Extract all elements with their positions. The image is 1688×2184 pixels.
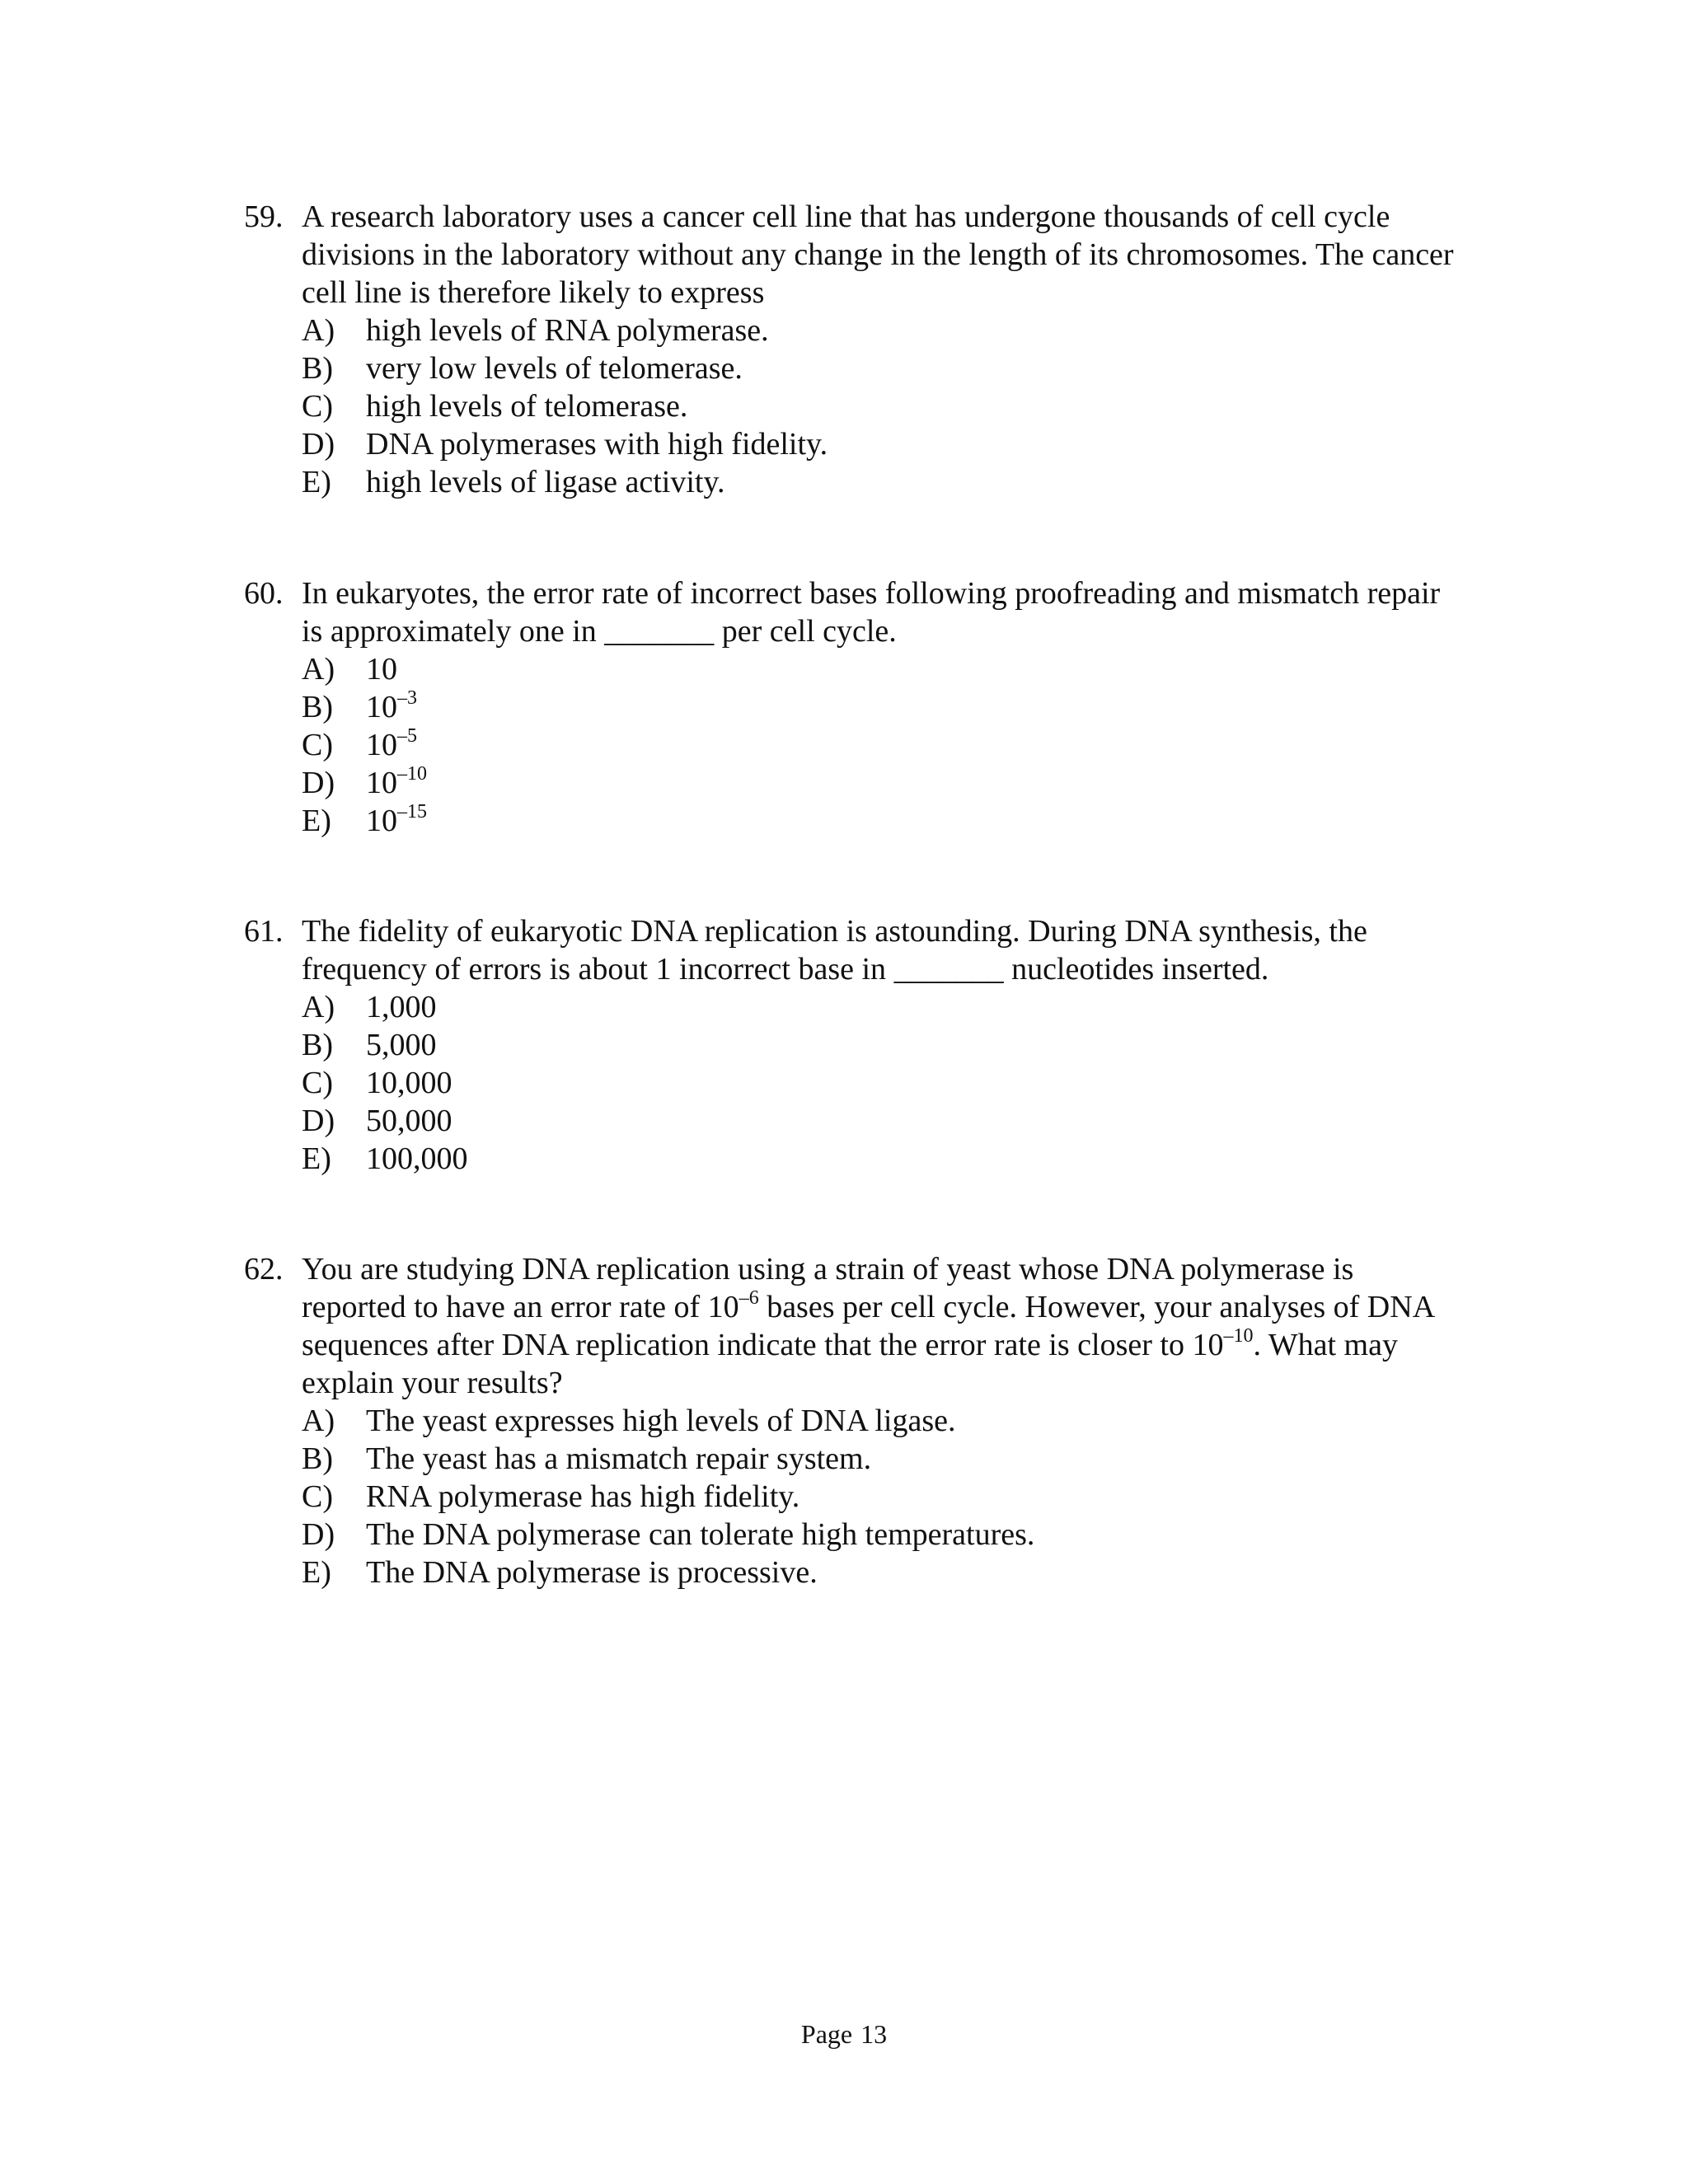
- option-a: [244, 988, 1464, 1026]
- option-list: [244, 650, 1464, 840]
- question-60: [244, 574, 1464, 840]
- option-base: 10: [366, 652, 397, 687]
- option-e: [244, 1140, 1464, 1178]
- option-text: high levels of telomerase.: [366, 389, 688, 424]
- option-letter: B): [302, 1441, 333, 1476]
- question-stem: [302, 574, 1464, 650]
- option-b: [244, 349, 1464, 387]
- option-c: [244, 387, 1464, 425]
- option-d: [244, 425, 1464, 463]
- option-a: [244, 650, 1464, 688]
- option-base: 10: [366, 804, 397, 838]
- option-text: high levels of RNA polymerase.: [366, 313, 769, 348]
- option-letter: D): [302, 766, 335, 800]
- option-text: 100,000: [366, 1141, 468, 1176]
- option-letter: E): [302, 804, 331, 838]
- option-letter: E): [302, 465, 331, 499]
- option-e: [244, 463, 1464, 501]
- question-62: [244, 1250, 1464, 1591]
- option-letter: D): [302, 427, 335, 462]
- option-list: [244, 312, 1464, 501]
- option-text: high levels of ligase activity.: [366, 465, 725, 499]
- option-d: [244, 1516, 1464, 1554]
- stem-exponent: –6: [738, 1287, 759, 1310]
- option-list: [244, 988, 1464, 1178]
- option-letter: E): [302, 1555, 331, 1590]
- option-text: 10,000: [366, 1066, 452, 1100]
- option-exponent: –15: [397, 801, 427, 823]
- option-text: RNA polymerase has high fidelity.: [366, 1479, 800, 1514]
- option-b: [244, 688, 1464, 726]
- option-a: [244, 312, 1464, 349]
- option-letter: C): [302, 389, 333, 424]
- option-d: [244, 1102, 1464, 1140]
- stem-text: bases per cell cycle. However, your analyses of DNA sequences after DNA replication indicate that the error rate is closer to 10: [302, 1290, 1434, 1362]
- option-text: The yeast has a mismatch repair system.: [366, 1441, 872, 1476]
- option-text: The DNA polymerase can tolerate high temperatures.: [366, 1517, 1035, 1552]
- option-letter: E): [302, 1141, 331, 1176]
- stem-text: In eukaryotes, the error rate of incorrect bases following proofreading and mismatch repair is approximately one in: [302, 576, 1441, 649]
- question-number: 59.: [244, 199, 284, 234]
- option-base: 10: [366, 728, 397, 762]
- question-59-head: [244, 198, 1464, 312]
- answer-blank: _______: [893, 952, 1004, 987]
- answer-blank: _______: [604, 614, 715, 649]
- option-letter: A): [302, 990, 335, 1024]
- question-stem: [302, 1250, 1464, 1402]
- option-exponent: –3: [397, 687, 417, 710]
- question-60-head: [244, 574, 1464, 650]
- stem-text: You are studying DNA replication using a strain of yeast whose DNA polymerase is reported to have an error rate of 10: [302, 1252, 1354, 1324]
- question-number: 61.: [244, 914, 284, 949]
- page-number: 13: [860, 2019, 888, 2049]
- option-text: DNA polymerases with high fidelity.: [366, 427, 828, 462]
- option-letter: B): [302, 351, 333, 386]
- option-letter: B): [302, 690, 333, 724]
- option-letter: A): [302, 313, 335, 348]
- option-base: 10: [366, 690, 397, 724]
- option-letter: C): [302, 1066, 333, 1100]
- option-list: [244, 1402, 1464, 1591]
- stem-exponent: –10: [1223, 1325, 1254, 1347]
- option-letter: A): [302, 652, 335, 687]
- option-exponent: –5: [397, 725, 417, 748]
- stem-text: nucleotides inserted.: [1011, 952, 1269, 987]
- option-c: [244, 726, 1464, 764]
- question-number: 60.: [244, 576, 284, 611]
- option-text: very low levels of telomerase.: [366, 351, 743, 386]
- question-stem: A research laboratory uses a cancer cell line that has undergone thousands of cell cycle divisions in the laboratory without any change in the length of its chromosomes. The cancer cell line is therefore likely to express: [302, 199, 1454, 310]
- option-letter: C): [302, 728, 333, 762]
- option-c: [244, 1478, 1464, 1516]
- option-text: 5,000: [366, 1028, 437, 1062]
- question-61-head: [244, 912, 1464, 988]
- question-61: [244, 912, 1464, 1178]
- option-text: 50,000: [366, 1104, 452, 1138]
- option-letter: D): [302, 1517, 335, 1552]
- option-e: [244, 802, 1464, 840]
- option-text: The yeast expresses high levels of DNA ligase.: [366, 1404, 956, 1438]
- option-b: [244, 1026, 1464, 1064]
- question-62-head: [244, 1250, 1464, 1402]
- question-59: [244, 198, 1464, 501]
- option-text: The DNA polymerase is processive.: [366, 1555, 818, 1590]
- stem-text: . What may explain your results?: [302, 1328, 1398, 1400]
- option-d: [244, 764, 1464, 802]
- page-footer: [0, 2018, 1688, 2050]
- option-letter: C): [302, 1479, 333, 1514]
- option-c: [244, 1064, 1464, 1102]
- option-a: [244, 1402, 1464, 1440]
- option-letter: A): [302, 1404, 335, 1438]
- stem-text: per cell cycle.: [721, 614, 897, 649]
- option-base: 10: [366, 766, 397, 800]
- option-letter: B): [302, 1028, 333, 1062]
- option-text: 1,000: [366, 990, 437, 1024]
- stem-text: The fidelity of eukaryotic DNA replication is astounding. During DNA synthesis, the frequency of errors is about 1 incorrect base in: [302, 914, 1367, 987]
- page-label: Page: [800, 2019, 853, 2049]
- option-letter: D): [302, 1104, 335, 1138]
- option-e: [244, 1554, 1464, 1591]
- option-b: [244, 1440, 1464, 1478]
- option-exponent: –10: [397, 763, 427, 785]
- question-number: 62.: [244, 1252, 284, 1286]
- question-stem: [302, 912, 1464, 988]
